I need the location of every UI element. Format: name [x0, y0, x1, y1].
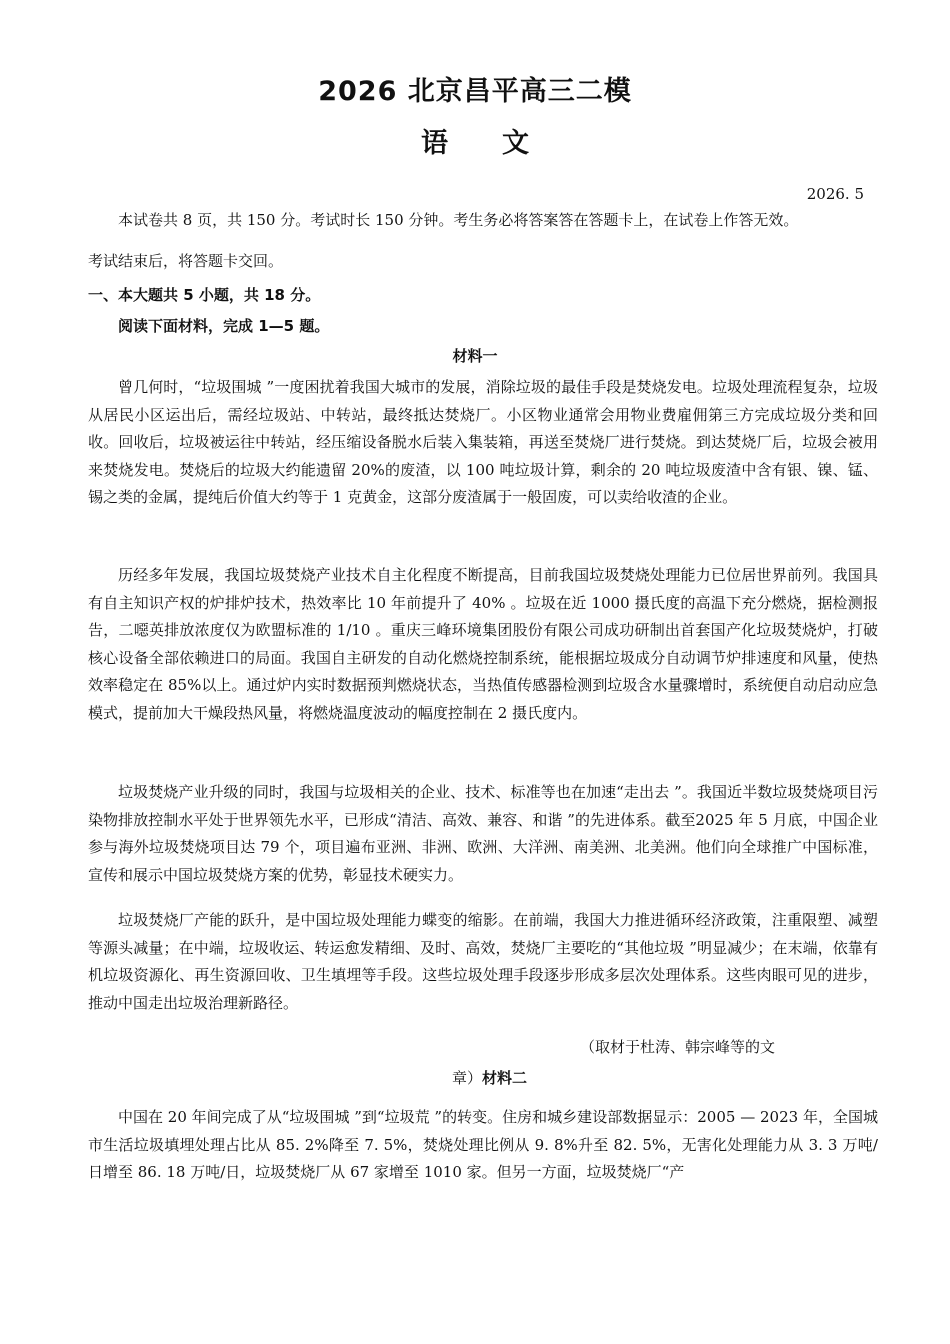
material-2-heading: 材料二	[482, 1069, 528, 1087]
material-1-source-end: 章）	[452, 1069, 483, 1087]
subject-char-2: 文	[502, 128, 529, 159]
section-heading: 一、本大题共 5 小题，共 18 分。	[88, 286, 321, 304]
subject-char-1: 语	[421, 128, 448, 159]
subject-title	[0, 124, 950, 164]
intro-line-2: 考试结束后，将答题卡交回。	[88, 252, 284, 270]
material-2-paragraph-1: 中国在 20 年间完成了从“垃圾围城 ”到“垃圾荒 ”的转变。住房和城乡建设部数据显示：2005 — 2023 年，全国城市生活垃圾填埋处理占比从 85. 2%降至 7. 5%，焚烧处理比例从 9. 8%升至 82. 5%，无害化处理能力从 3. 3 万吨/日增至 86. 18 万吨/日，垃圾焚烧厂从 67 家增至 1010 家。但另一方面，垃圾焚烧厂“产	[88, 1108, 878, 1181]
material-1-paragraph-1: 曾几何时，“垃圾围城 ”一度困扰着我国大城市的发展，消除垃圾的最佳手段是焚烧发电。垃圾处理流程复杂，垃圾从居民小区运出后，需经垃圾站、中转站，最终抵达焚烧厂。小区物业通常会用物业费雇佣第三方完成垃圾分类和回收。回收后，垃圾被运往中转站，经压缩设备脱水后装入集装箱，再送至焚烧厂进行焚烧。到达焚烧厂后，垃圾会被用来焚烧发电。焚烧后的垃圾大约能遗留 20%的废渣，以 100 吨垃圾计算，剩余的 20 吨垃圾废渣中含有银、镍、锰、锡之类的金属，提纯后价值大约等于 1 克黄金，这部分废渣属于一般固废，可以卖给收渣的企业。	[88, 378, 878, 506]
section-instruction: 阅读下面材料，完成 1—5 题。	[118, 317, 330, 335]
material-1-paragraph-2: 历经多年发展，我国垃圾焚烧产业技术自主化程度不断提高，目前我国垃圾焚烧处理能力已位居世界前列。我国具有自主知识产权的炉排炉技术，热效率比 10 年前提升了 40% 。垃圾在近 1000 摄氏度的高温下充分燃烧，据检测报告，二噁英排放浓度仅为欧盟标准的 1/10 。重庆三峰环境集团股份有限公司成功研制出首套国产化垃圾焚烧炉，打破核心设备全部依赖进口的局面。我国自主研发的自动化燃烧控制系统，能根据垃圾成分自动调节炉排速度和风量，使热效率稳定在 85%以上。通过炉内实时数据预判燃烧状态，当热值传感器检测到垃圾含水量骤增时，系统便自动启动应急模式，提前加大干燥段热风量，将燃烧温度波动的幅度控制在 2 摄氏度内。	[88, 566, 878, 722]
material-1-paragraph-4: 垃圾焚烧厂产能的跃升，是中国垃圾处理能力蝶变的缩影。在前端，我国大力推进循环经济政策，注重限塑、减塑等源头减量；在中端，垃圾收运、转运愈发精细、及时、高效，焚烧厂主要吃的“其他垃圾 ”明显减少；在末端，依靠有机垃圾资源化、再生资源回收、卫生填埋等手段。这些垃圾处理手段逐步形成多层次处理体系。这些肉眼可见的进步，推动中国走出垃圾治理新路径。	[88, 911, 878, 1012]
exam-date: 2026. 5	[806, 185, 864, 203]
material-1-source: （取材于杜涛、韩宗峰等的文	[580, 1038, 776, 1056]
material-1-heading: 材料一	[452, 347, 498, 365]
material-1-paragraph-3: 垃圾焚烧产业升级的同时，我国与垃圾相关的企业、技术、标准等也在加速“走出去 ”。我国近半数垃圾焚烧项目污染物排放控制水平处于世界领先水平，已形成“清洁、高效、兼容、和谐 ”的先进体系。截至2025 年 5 月底，中国企业参与海外垃圾焚烧项目达 79 个，项目遍布亚洲、非洲、欧洲、大洋洲、南美洲、北美洲。他们向全球推广中国标准，宣传和展示中国垃圾焚烧方案的优势，彰显技术硬实力。	[88, 783, 878, 884]
exam-title: 2026 北京昌平高三二模	[318, 76, 632, 107]
intro-line-1: 本试卷共 8 页，共 150 分。考试时长 150 分钟。考生务必将答案答在答题卡上，在试卷上作答无效。	[118, 211, 799, 229]
